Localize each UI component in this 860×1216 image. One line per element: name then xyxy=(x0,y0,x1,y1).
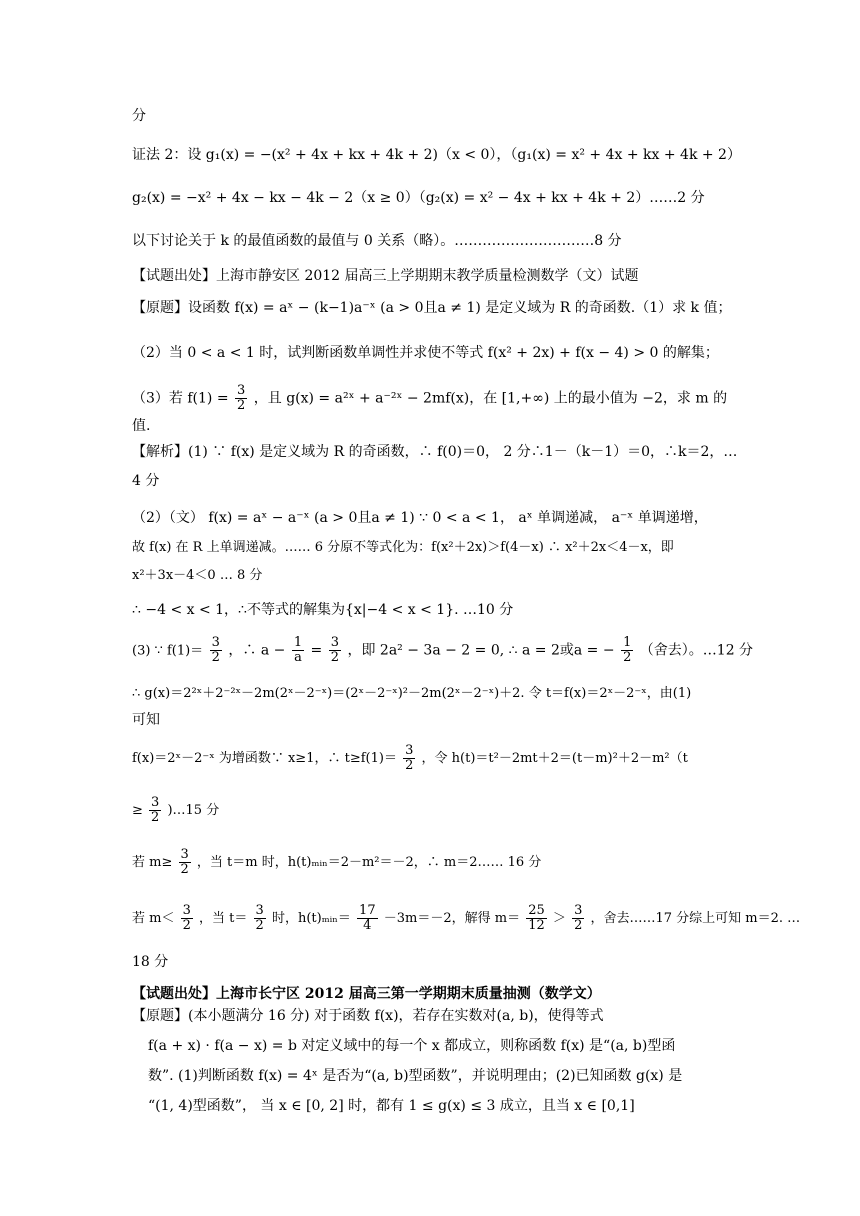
fraction: $\frac{1}{2}$ xyxy=(623,635,632,665)
text-line: 故 f(x) 在 R 上单调递减。…… 6 分原不等式化为：f(x²＋2x)＞f(4－x) ∴ x²＋2x＜4－x，即 xyxy=(132,540,674,555)
text-line: 可知 xyxy=(132,712,160,728)
text-line: 【原题】设函数 f(x) = aˣ − (k−1)a⁻ˣ (a > 0且a ≠ 1) 是定义域为 R 的奇函数.（1）求 k 值； xyxy=(132,300,732,316)
text-line: (3) ∵ f(1)＝ $\frac{3}{2}$ ，∴ a − $\frac{1}{a}$ = $\frac{3}{2}$ ，即 2a² − 3a − 2 = 0, ∴ a = 2或a = − $\frac{1}{2}$ （舍去）。…12 分 xyxy=(132,635,754,665)
text-line: f(a + x) · f(a − x) = b 对定义域中的每一个 x 都成立，则称函数 f(x) 是“(a, b)型函 xyxy=(148,1038,676,1054)
text-line: （3）若 f(1) = $\frac{3}{2}$ ，且 g(x) = a²ˣ + a⁻²ˣ − 2mf(x)，在 [1,+∞) 上的最小值为 −2，求 m 的 xyxy=(132,383,728,413)
text-line: 【原题】(本小题满分 16 分) 对于函数 f(x)，若存在实数对(a, b)，使得等式 xyxy=(132,1008,604,1024)
text-line: 数”. (1)判断函数 f(x) = 4ˣ 是否为“(a, b)型函数”，并说明理由；(2)已知函数 g(x) 是 xyxy=(148,1068,683,1084)
text-line: “(1, 4)型函数”， 当 x ∈ [0, 2] 时，都有 1 ≤ g(x) ≤ 3 成立，且当 x ∈ [0,1] xyxy=(148,1098,635,1114)
text-line: g₂(x) = −x² + 4x − kx − 4k − 2（x ≥ 0）（g₂(x) = x² − 4x + kx + 4k + 2）……2 分 xyxy=(132,190,705,206)
fraction: $\frac{3}{2}$ xyxy=(237,383,246,413)
text-line: 分 xyxy=(132,108,146,124)
text-line: 若 m＜ $\frac{3}{2}$ ，当 t＝ $\frac{3}{2}$ 时，h(t)ₘᵢₙ＝ $\frac{17}{4}$ －3m＝－2，解得 m＝ $\frac{25}{12}$ ＞ $\frac{3}{2}$ ，舍去……17 分综上可知 m＝2. … xyxy=(132,903,801,933)
text-line: 18 分 xyxy=(132,954,169,970)
text-line: 【试题出处】上海市长宁区 2012 届高三第一学期期末质量抽测（数学文） xyxy=(132,986,601,1002)
text-line: ≥ $\frac{3}{2}$ )…15 分 xyxy=(132,795,220,825)
text-line: （2）（文） f(x) = aˣ − a⁻ˣ (a > 0且a ≠ 1) ∵ 0 < a < 1， aˣ 单调递减， a⁻ˣ 单调递增， xyxy=(132,510,708,526)
fraction: $\frac{17}{4}$ xyxy=(359,903,376,933)
text-line: ∴ −4 < x < 1，∴不等式的解集为{x|−4 < x < 1}. …10 分 xyxy=(132,602,514,618)
fraction: $\frac{3}{2}$ xyxy=(180,847,189,877)
text-line: （2）当 0 < a < 1 时，试判断函数单调性并求使不等式 f(x² + 2x) + f(x − 4) > 0 的解集； xyxy=(132,345,719,361)
fraction: $\frac{3}{2}$ xyxy=(405,743,414,773)
text-line: 若 m≥ $\frac{3}{2}$ ，当 t＝m 时，h(t)ₘᵢₙ＝2－m²＝－2，∴ m＝2…… 16 分 xyxy=(132,847,542,877)
fraction: $\frac{1}{a}$ xyxy=(293,635,303,665)
text-line: 证法 2：设 g₁(x) = −(x² + 4x + kx + 4k + 2)（x < 0），（g₁(x) = x² + 4x + kx + 4k + 2） xyxy=(132,147,741,163)
fraction: $\frac{3}{2}$ xyxy=(151,795,160,825)
fraction: $\frac{3}{2}$ xyxy=(211,635,220,665)
text-line: ∴ g(x)＝2²ˣ＋2⁻²ˣ－2m(2ˣ－2⁻ˣ)＝(2ˣ－2⁻ˣ)²－2m(2ˣ－2⁻ˣ)＋2. 令 t＝f(x)＝2ˣ－2⁻ˣ，由(1) xyxy=(132,686,692,701)
fraction: $\frac{3}{2}$ xyxy=(182,903,191,933)
text-line: 值. xyxy=(132,418,151,434)
text-line: 【试题出处】上海市静安区 2012 届高三上学期期末教学质量检测数学（文）试题 xyxy=(132,268,639,284)
fraction: $\frac{3}{2}$ xyxy=(330,635,340,665)
fraction: $\frac{3}{2}$ xyxy=(574,903,583,933)
text-line: 以下讨论关于 k 的最值函数的最值与 0 关系（略）。…………………………8 分 xyxy=(132,233,622,249)
text-line: x²＋3x－4＜0 … 8 分 xyxy=(132,568,263,583)
text-line: 4 分 xyxy=(132,473,160,489)
fraction: $\frac{25}{12}$ xyxy=(528,903,545,933)
text-line: 【解析】(1) ∵ f(x) 是定义域为 R 的奇函数，∴ f(0)＝0， 2 分∴1－（k－1）＝0，∴k＝2，… xyxy=(132,444,738,460)
fraction: $\frac{3}{2}$ xyxy=(255,903,264,933)
text-line: f(x)＝2ˣ－2⁻ˣ 为增函数∵ x≥1，∴ t≥f(1)＝ $\frac{3}{2}$ ，令 h(t)＝t²－2mt＋2＝(t－m)²＋2－m²（t xyxy=(132,743,688,773)
